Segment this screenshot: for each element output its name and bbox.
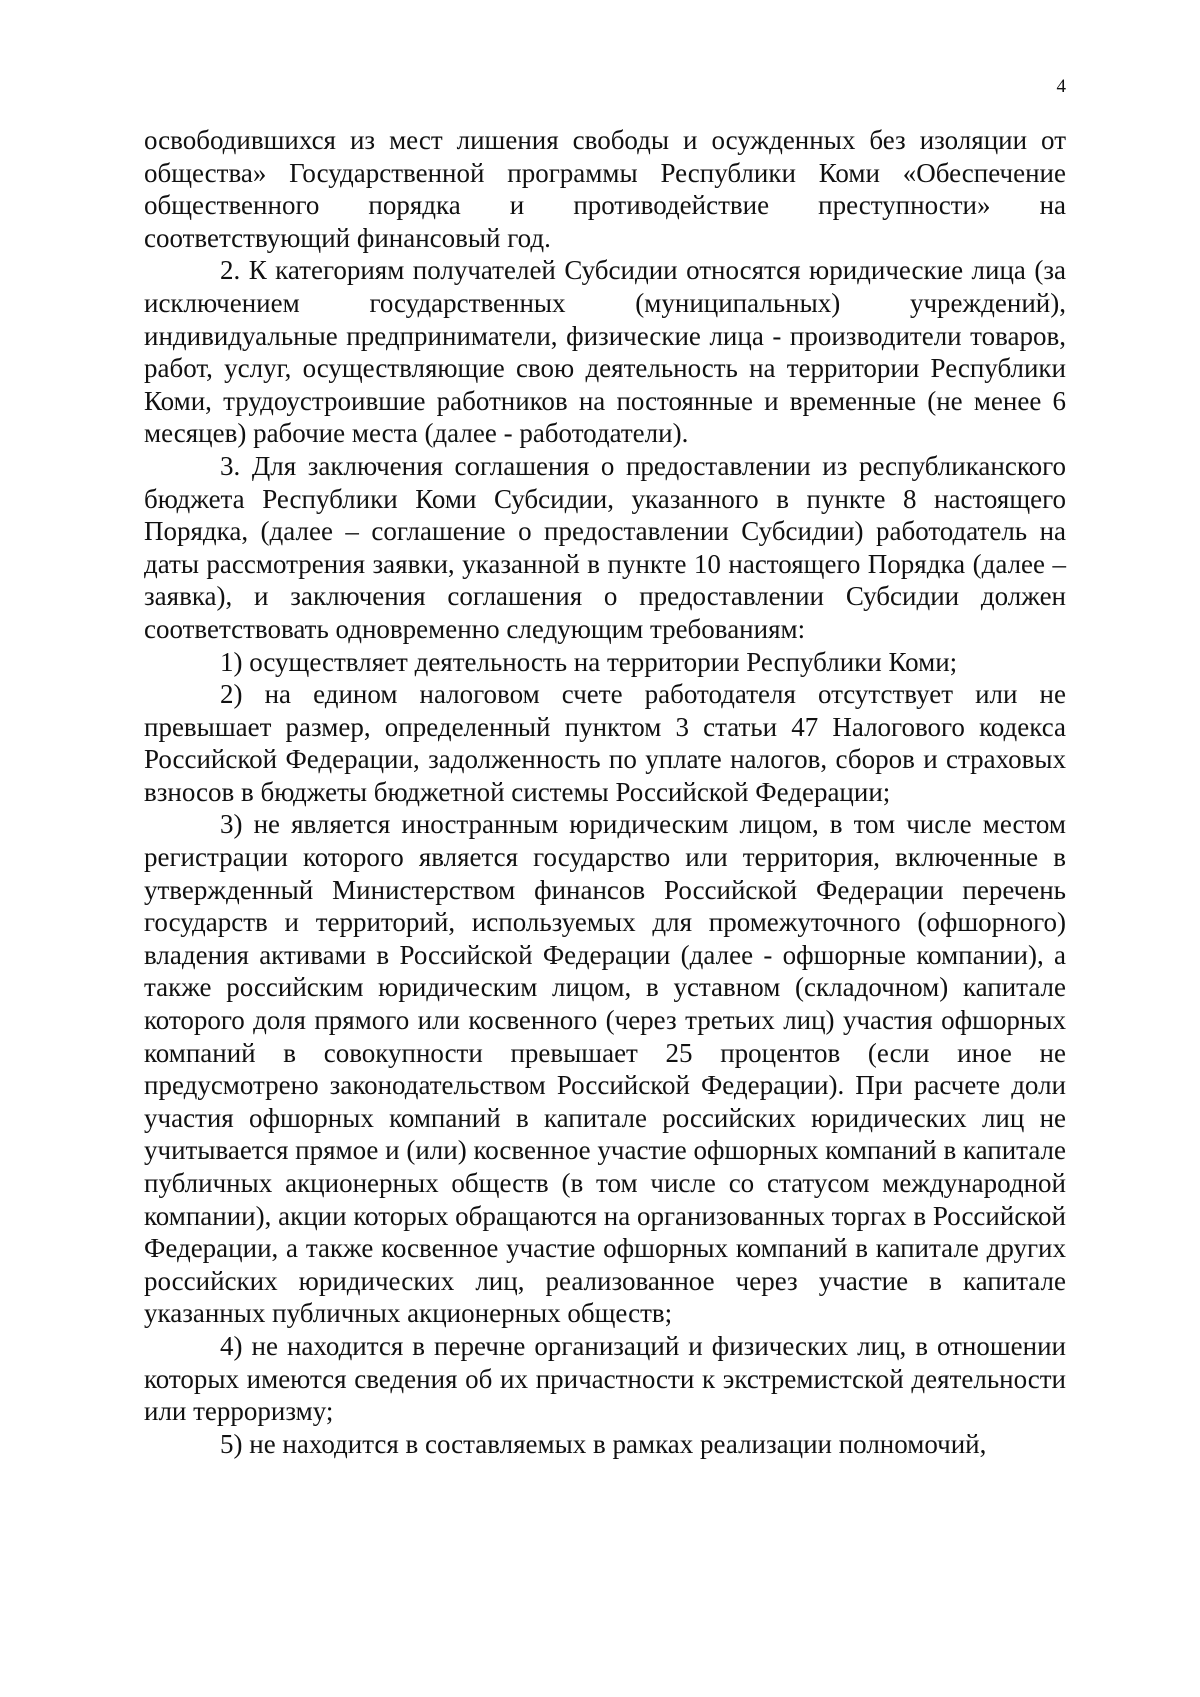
document-body [144,124,1066,1460]
paragraph-item-2: 2. К категориям получателей Субсидии относятся юридические лица (за исключением государственных (муниципальных) учреждений), индивидуальные предприниматели, физические лица - производители товаров, работ, услуг, осуществляющие свою деятельность на территории Республики Коми, трудоустроившие работников на постоянные и временные (не менее 6 месяцев) рабочие места (далее - работодатели). [144,255,1066,449]
paragraph-item-3: 3. Для заключения соглашения о предоставлении из республиканского бюджета Республики Коми Субсидии, указанного в пункте 8 настоящего Порядка, (далее – соглашение о предоставлении Субсидии) работодатель на даты рассмотрения заявки, указанной в пункте 10 настоящего Порядка (далее – заявка), и заключения соглашения о предоставлении Субсидии должен соответствовать одновременно следующим требованиям: [144,450,1066,644]
subitem-3: 3) не является иностранным юридическим лицом, в том числе местом регистрации которого является государство или территория, включенные в утвержденный Министерством финансов Российской Федерации перечень государств и территорий, используемых для промежуточного (офшорного) владения активами в Российской Федерации (далее - офшорные компании), а также российским юридическим лицом, в уставном (складочном) капитале которого доля прямого или косвенного (через третьих лиц) участия офшорных компаний в совокупности превышает 25 процентов (если иное не предусмотрено законодательством Российской Федерации). При расчете доли участия офшорных компаний в капитале российских юридических лиц не учитывается прямое и (или) косвенное участие офшорных компаний в капитале публичных акционерных обществ (в том числе со статусом международной компании), акции которых обращаются на организованных торгах в Российской Федерации, а также косвенное участие офшорных компаний в капитале других российских юридических лиц, реализованное через участие в капитале указанных публичных акционерных обществ; [144,809,1066,1329]
subitem-4: 4) не находится в перечне организаций и физических лиц, в отношении которых имеются сведения об их причастности к экстремистской деятельности или терроризму; [144,1330,1066,1427]
paragraph-continuation: освободившихся из мест лишения свободы и осужденных без изоляции от общества» Государственной программы Республики Коми «Обеспечение общественного порядка и противодействие преступности» на соответствующий финансовый год. [144,125,1066,253]
page-number: 4 [1056,76,1066,97]
subitem-1: 1) осуществляет деятельность на территории Республики Коми; [220,646,958,677]
subitem-2: 2) на едином налоговом счете работодателя отсутствует или не превышает размер, определенный пунктом 3 статьи 47 Налогового кодекса Российской Федерации, задолженность по уплате налогов, сборов и страховых взносов в бюджеты бюджетной системы Российской Федерации; [144,679,1066,807]
subitem-5: 5) не находится в составляемых в рамках реализации полномочий, [220,1428,987,1459]
